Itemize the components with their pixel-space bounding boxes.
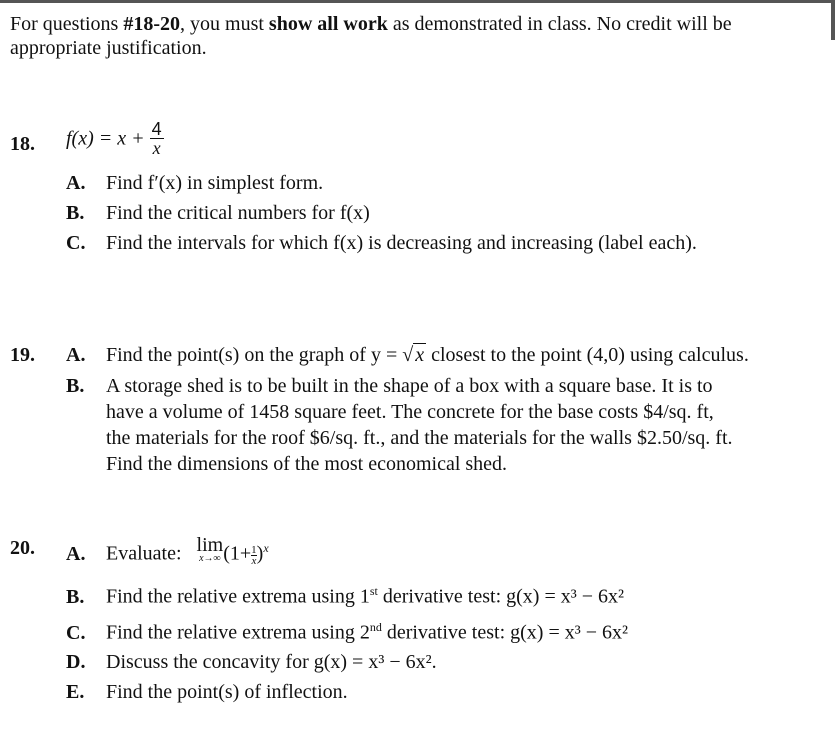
intro-text-2: , you must — [180, 13, 269, 35]
item-text: Evaluate: — [106, 542, 182, 565]
item-text: Find the relative extrema using 2 — [106, 621, 370, 644]
limit-expression-open: (1+ — [223, 542, 252, 565]
function-lhs: f(x) = x + — [66, 127, 145, 150]
item-label: D. — [66, 651, 86, 673]
question-18-number: 18. — [10, 133, 35, 155]
fraction-numerator: 4 — [151, 119, 162, 139]
item-label: C. — [66, 621, 86, 644]
question-20-item-e — [66, 680, 348, 704]
question-19-item-b-line-4: Find the dimensions of the most economical shed. — [106, 453, 508, 475]
question-20-number: 20. — [10, 537, 35, 559]
item-superscript: st — [369, 584, 378, 598]
item-text: Find f′(x) in simplest form. — [106, 172, 324, 194]
item-label: B. — [66, 375, 85, 397]
limit-fraction-numerator: 1 — [251, 543, 257, 556]
question-19-item-b — [66, 374, 713, 398]
limit-word: lim — [196, 534, 224, 556]
item-text: Find the relative extrema using 1 — [106, 585, 370, 608]
item-text: Discuss the concavity for g(x) = x³ − 6x². — [106, 651, 437, 673]
item-label: B. — [66, 202, 85, 224]
limit-expression-close: ) — [256, 542, 264, 565]
item-text: Find the point(s) of inflection. — [106, 681, 348, 703]
question-18-item-b — [66, 201, 370, 225]
item-text-rest: derivative test: g(x) = x³ − 6x² — [381, 621, 628, 644]
intro-line-2: appropriate justification. — [10, 37, 207, 59]
item-text-rest: derivative test: g(x) = x³ − 6x² — [377, 585, 625, 608]
item-label: E. — [66, 681, 85, 703]
item-label: A. — [66, 344, 86, 366]
question-20-item-d — [66, 650, 437, 674]
item-label: C. — [66, 232, 86, 254]
function-fraction — [150, 120, 164, 157]
limit-fraction-denominator: x — [251, 554, 257, 567]
item-label: B. — [66, 585, 85, 608]
fraction-denominator: x — [152, 138, 161, 158]
item-text: Find the critical numbers for f(x) — [106, 202, 370, 224]
item-text-part-2: closest to the point (4,0) using calculus. — [426, 344, 749, 366]
question-20-item-b — [66, 579, 624, 609]
intro-line-1 — [10, 12, 732, 36]
question-20-item-c — [66, 615, 628, 645]
item-superscript: nd — [369, 620, 382, 634]
item-text-line-1: A storage shed is to be built in the shape of a box with a square base. It is to — [106, 375, 713, 397]
question-19-item-b-line-3: the materials for the roof $6/sq. ft., and the materials for the walls $2.50/sq. ft. — [106, 427, 733, 449]
question-19-number: 19. — [10, 344, 35, 366]
item-label: A. — [66, 542, 86, 565]
item-text-part-1: Find the point(s) on the graph of y = √ — [106, 344, 414, 366]
intro-text-3: as demonstrated in class. No credit will be — [387, 13, 732, 35]
sqrt-argument: x — [415, 344, 425, 366]
limit-operator — [197, 536, 224, 564]
question-19-item-a — [66, 343, 749, 367]
item-text: Find the intervals for which f(x) is decreasing and increasing (label each). — [106, 232, 697, 254]
question-20-item-a — [66, 536, 269, 566]
intro-bold-show-work: show all work — [268, 13, 388, 35]
question-18-item-a — [66, 171, 323, 195]
limit-exponent: x — [263, 541, 269, 555]
intro-bold-questions: #18-20 — [123, 13, 181, 35]
limit-subscript: x→∞ — [199, 553, 221, 564]
question-19-item-b-line-2: have a volume of 1458 square feet. The concrete for the base costs $4/sq. ft, — [106, 401, 714, 423]
top-border — [0, 0, 835, 3]
item-label: A. — [66, 172, 86, 194]
question-18-function — [66, 120, 164, 157]
right-border — [831, 0, 835, 40]
question-18-item-c — [66, 231, 697, 255]
intro-text-1: For questions — [10, 13, 124, 35]
